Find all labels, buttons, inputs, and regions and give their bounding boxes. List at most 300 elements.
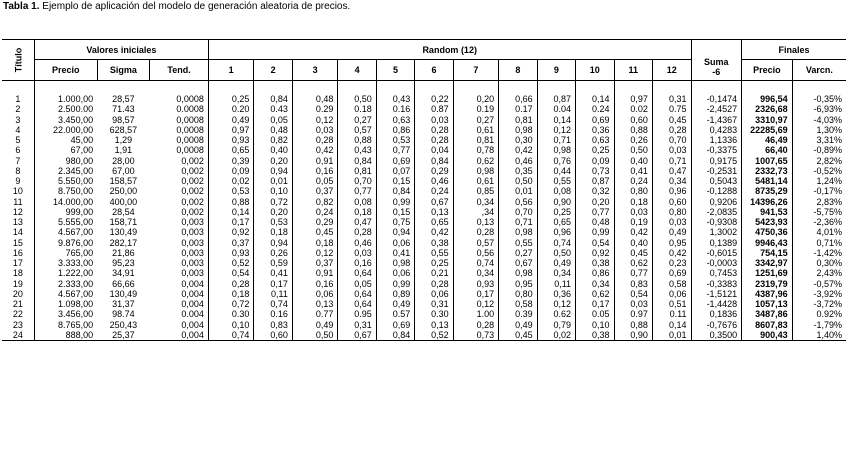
random-cell: 0,14	[652, 320, 691, 330]
random-cell: 0,93	[208, 135, 254, 145]
tend-cell: 0,003	[150, 238, 209, 248]
sigma-cell: 400,00	[109, 196, 138, 207]
random-cell: 0,10	[576, 320, 614, 330]
random-cell: 0,70	[652, 135, 691, 145]
titulo-cell: 11	[2, 197, 34, 207]
table-row	[2, 238, 846, 248]
random-cell: 0,84	[415, 156, 453, 166]
random-cell: 0,72	[254, 197, 292, 207]
random-cell: 0,82	[292, 197, 338, 207]
suma-cell: 0,7453	[691, 268, 742, 278]
precio-cell: 5.550,00	[58, 176, 94, 187]
random-cell: 0,08	[338, 197, 376, 207]
random-cell: 0,73	[453, 330, 499, 341]
precio-final-cell: 8607,83	[742, 320, 793, 330]
suma-cell: -0,1288	[691, 186, 742, 196]
random-cell: 0,77	[338, 186, 376, 196]
random-cell: 0,17	[576, 299, 614, 309]
random-cell: 0,49	[208, 115, 254, 125]
random-cell: 0,71	[652, 156, 691, 166]
table-row	[2, 135, 846, 145]
random-cell: 0,32	[576, 186, 614, 196]
precio-cell: 8.765,00	[58, 319, 94, 330]
random-cell: 0,27	[499, 248, 537, 258]
random-cell: 0,94	[254, 238, 292, 248]
header-random-col: 12	[652, 60, 691, 81]
header-random-col: 1	[208, 60, 254, 81]
random-cell: ,34	[453, 207, 499, 217]
sigma-cell: 21,86	[112, 247, 135, 258]
random-cell: 0,74	[453, 258, 499, 268]
random-cell: 0,17	[254, 279, 292, 289]
random-cell: 0,12	[292, 115, 338, 125]
suma-cell: 1,3002	[691, 227, 742, 237]
random-cell: 0.30	[415, 309, 453, 319]
random-cell: 0,69	[576, 115, 614, 125]
table-row	[2, 330, 846, 341]
table-row	[2, 227, 846, 237]
random-cell: 0,23	[652, 258, 691, 268]
header-tend: Tend.	[150, 60, 209, 81]
varcn-cell: -2,36%	[813, 217, 842, 228]
random-cell: 0,45	[652, 115, 691, 125]
random-cell: 0,85	[453, 186, 499, 196]
random-cell: 0,98	[499, 227, 537, 237]
random-cell: 0,05	[254, 115, 292, 125]
random-cell: 0,28	[415, 135, 453, 145]
table-row	[2, 145, 846, 155]
random-cell: 0,20	[254, 207, 292, 217]
random-cell: 0,19	[614, 217, 652, 227]
random-cell: 0,71	[537, 135, 575, 145]
random-cell: 0,63	[576, 135, 614, 145]
varcn-cell: -3,72%	[813, 299, 842, 310]
random-cell: 0,80	[499, 289, 537, 299]
precio-final-cell: 2319,79	[742, 279, 793, 289]
varcn-cell: 3,31%	[816, 135, 842, 146]
random-cell: 0,50	[537, 248, 575, 258]
random-cell: 0,18	[254, 227, 292, 237]
precio-final-cell: 9946,43	[742, 238, 793, 248]
random-cell: 0,37	[292, 258, 338, 268]
random-cell: 0.24	[576, 104, 614, 114]
tend-cell: 0,003	[150, 248, 209, 258]
random-cell: 0,69	[376, 156, 414, 166]
precio-final-cell: 1251,69	[742, 268, 793, 278]
random-cell: 0,06	[415, 289, 453, 299]
random-cell: 0,34	[453, 268, 499, 278]
random-cell: 0,40	[614, 238, 652, 248]
precio-cell: 8.750,00	[58, 186, 94, 197]
header-random-col: 10	[576, 60, 614, 81]
random-cell: 0,99	[376, 197, 414, 207]
varcn-cell: -0,57%	[813, 278, 842, 289]
random-cell: 0.20	[208, 104, 254, 114]
random-cell: 0,48	[254, 125, 292, 135]
random-cell: 0,90	[537, 197, 575, 207]
varcn-cell: 2,43%	[816, 268, 842, 279]
random-cell: 0,53	[376, 135, 414, 145]
table-row	[2, 279, 846, 289]
tend-cell: 0.0008	[150, 104, 209, 114]
precio-final-cell: 5481,14	[742, 176, 793, 186]
random-cell: 0,43	[338, 145, 376, 155]
random-cell: 0.05	[576, 309, 614, 319]
varcn-cell: 0,30%	[816, 258, 842, 269]
precio-final-cell: 3310,97	[742, 115, 793, 125]
titulo-cell: 13	[2, 217, 34, 227]
random-cell: 0,93	[453, 279, 499, 289]
random-cell: 0,48	[576, 217, 614, 227]
random-cell: 0,18	[208, 289, 254, 299]
table-header	[2, 40, 846, 81]
tend-cell: 0,0008	[150, 94, 209, 104]
random-cell: 0,45	[292, 227, 338, 237]
random-cell: 0,56	[499, 197, 537, 207]
random-cell: 0.17	[499, 104, 537, 114]
random-cell: 0,79	[537, 320, 575, 330]
random-cell: 0,14	[576, 94, 614, 104]
random-cell: 0,18	[614, 197, 652, 207]
suma-cell: -1,4367	[691, 115, 742, 125]
random-cell: 0,74	[537, 238, 575, 248]
random-cell: 0,01	[254, 176, 292, 186]
table-row	[2, 258, 846, 268]
random-cell: 0,21	[415, 268, 453, 278]
random-cell: 0,14	[208, 207, 254, 217]
random-cell: 0,57	[453, 238, 499, 248]
table-row	[2, 94, 846, 104]
table-row	[2, 176, 846, 186]
table-row	[2, 104, 846, 114]
random-cell: 0,18	[338, 207, 376, 217]
random-cell: 0,52	[415, 330, 453, 341]
random-cell: 0,02	[537, 330, 575, 341]
tend-cell: 0,004	[150, 289, 209, 299]
random-cell: 0,01	[652, 330, 691, 341]
random-cell: 0,67	[338, 330, 376, 341]
random-cell: 0,49	[652, 227, 691, 237]
random-cell: 0,04	[415, 145, 453, 155]
precio-cell: 9.876,00	[58, 237, 94, 248]
random-cell: 0,40	[614, 156, 652, 166]
random-cell: 0,66	[499, 94, 537, 104]
random-cell: 0,40	[254, 145, 292, 155]
random-cell: 0,74	[208, 330, 254, 341]
random-cell: 0,39	[208, 156, 254, 166]
random-cell: 0,41	[254, 268, 292, 278]
suma-cell: 1,1336	[691, 135, 742, 145]
table-row	[2, 197, 846, 207]
tend-cell: 0,004	[150, 279, 209, 289]
precio-cell: 999,00	[65, 206, 94, 217]
random-cell: 0.02	[614, 104, 652, 114]
random-cell: 0,95	[499, 279, 537, 289]
tend-cell: 0,002	[150, 176, 209, 186]
titulo-cell: 4	[2, 125, 34, 135]
titulo-cell: 1	[2, 94, 34, 104]
suma-cell: -0,1474	[691, 94, 742, 104]
random-cell: 0,28	[208, 279, 254, 289]
table-caption	[3, 1, 350, 12]
suma-cell: 0,9206	[691, 197, 742, 207]
precio-final-cell: 3342,97	[742, 258, 793, 268]
random-cell: 0,92	[576, 248, 614, 258]
random-cell: 0,02	[208, 176, 254, 186]
sigma-cell: 158,57	[109, 176, 138, 187]
random-cell: 0,15	[376, 207, 414, 217]
random-cell: 0,25	[415, 258, 453, 268]
random-cell: 0,49	[537, 258, 575, 268]
random-cell: 0,34	[453, 197, 499, 207]
table-body	[2, 81, 846, 341]
varcn-cell: -0,89%	[813, 145, 842, 156]
precio-cell: 1.000,00	[58, 94, 94, 105]
random-cell: 0,45	[499, 330, 537, 341]
precio-final-cell: 14396,26	[742, 197, 793, 207]
table-row	[2, 320, 846, 330]
random-cell: 0.57	[376, 309, 414, 319]
tend-cell: 0,002	[150, 197, 209, 207]
header-random-col: 9	[537, 60, 575, 81]
random-cell: 0,24	[292, 207, 338, 217]
suma-cell: -1,4428	[691, 299, 742, 309]
precio-cell: 3.450,00	[58, 114, 94, 125]
random-cell: 0,28	[415, 125, 453, 135]
varcn-cell: 1,30%	[816, 124, 842, 135]
random-cell: 0,88	[338, 135, 376, 145]
suma-cell: -1,5121	[691, 289, 742, 299]
precio-cell: 765,00	[65, 247, 94, 258]
header-finales: Finales	[742, 40, 846, 60]
random-cell: 0,31	[652, 94, 691, 104]
random-cell: 0,91	[292, 268, 338, 278]
random-cell: 0,06	[292, 289, 338, 299]
tend-cell: 0,002	[150, 186, 209, 196]
random-cell: 0,28	[415, 279, 453, 289]
random-cell: 0,46	[499, 156, 537, 166]
random-cell: 0,55	[537, 176, 575, 186]
varcn-cell: 2,82%	[816, 155, 842, 166]
random-cell: 0,42	[292, 145, 338, 155]
table-row	[2, 309, 846, 319]
precio-cell: 5.555,00	[58, 217, 94, 228]
precio-cell: 22.000,00	[53, 124, 94, 135]
header-random-col: 11	[614, 60, 652, 81]
random-cell: 0,95	[652, 238, 691, 248]
random-cell: 0,87	[537, 94, 575, 104]
sigma-cell: 250,00	[109, 186, 138, 197]
random-cell: 0,74	[254, 299, 292, 309]
titulo-cell: 16	[2, 248, 34, 258]
titulo-cell: 22	[2, 309, 34, 319]
precio-cell: 67,00	[70, 145, 94, 156]
suma-cell: 0,3500	[691, 330, 742, 341]
random-cell: 0,54	[576, 238, 614, 248]
random-cell: 0,07	[376, 166, 414, 176]
varcn-cell: 1,24%	[816, 176, 842, 187]
random-cell: 0,75	[376, 217, 414, 227]
random-cell: 0.04	[537, 104, 575, 114]
random-cell: 0,38	[576, 330, 614, 341]
random-cell: 0,14	[537, 115, 575, 125]
random-cell: 0.62	[537, 309, 575, 319]
random-cell: 0,76	[537, 156, 575, 166]
random-cell: 0,22	[415, 94, 453, 104]
random-cell: 0,31	[415, 299, 453, 309]
titulo-cell: 21	[2, 299, 34, 309]
tend-cell: 0,002	[150, 166, 209, 176]
random-cell: 0,70	[499, 207, 537, 217]
varcn-cell: -1,79%	[813, 319, 842, 330]
random-cell: 0,26	[254, 248, 292, 258]
random-cell: 1.00	[453, 309, 499, 319]
precio-final-cell: 1007,65	[742, 156, 793, 166]
random-cell: 0,41	[376, 248, 414, 258]
precio-final-cell: 3487,86	[742, 309, 793, 319]
random-cell: 0,28	[453, 227, 499, 237]
table-row	[2, 166, 846, 176]
varcn-cell: -5,75%	[813, 206, 842, 217]
sigma-cell: 98,57	[112, 114, 135, 125]
random-cell: 0,28	[292, 135, 338, 145]
header-titulo: Título	[2, 40, 34, 81]
tend-cell: 0,002	[150, 207, 209, 217]
random-cell: 0.43	[254, 104, 292, 114]
random-cell: 0,05	[292, 176, 338, 186]
random-cell: 0,47	[338, 217, 376, 227]
random-cell: 0,13	[292, 299, 338, 309]
sigma-cell: 71.43	[112, 104, 135, 115]
precio-final-cell: 8735,29	[742, 186, 793, 196]
random-cell: 0.16	[254, 309, 292, 319]
random-cell: 0,64	[338, 289, 376, 299]
random-cell: 0,67	[415, 197, 453, 207]
random-cell: 0,34	[537, 268, 575, 278]
suma-cell: -2,4527	[691, 104, 742, 114]
random-cell: 0,03	[292, 125, 338, 135]
random-cell: 0,17	[453, 289, 499, 299]
precio-cell: 3.333,00	[58, 258, 94, 269]
random-cell: 0,25	[576, 145, 614, 155]
random-cell: 0,67	[499, 258, 537, 268]
random-cell: 0,98	[376, 258, 414, 268]
titulo-cell: 18	[2, 268, 34, 278]
random-cell: 0,83	[614, 279, 652, 289]
tend-cell: 0.004	[150, 309, 209, 319]
random-cell: 0,94	[376, 227, 414, 237]
random-cell: 0,98	[499, 125, 537, 135]
suma-cell: -0,6015	[691, 248, 742, 258]
random-cell: 0,25	[208, 94, 254, 104]
sigma-cell: 34,91	[112, 268, 135, 279]
random-cell: 0,10	[208, 320, 254, 330]
precio-cell: 2.500.00	[58, 104, 94, 115]
precio-final-cell: 1057,13	[742, 299, 793, 309]
random-cell: 0,25	[537, 207, 575, 217]
random-cell: 0,43	[376, 94, 414, 104]
random-cell: 0,20	[453, 94, 499, 104]
random-cell: 0,50	[292, 330, 338, 341]
header-precio-final: Precio	[742, 60, 793, 81]
random-cell: 0,73	[576, 166, 614, 176]
spacer-row	[2, 81, 846, 95]
random-cell: 0,77	[576, 207, 614, 217]
random-cell: 0,28	[652, 125, 691, 135]
tend-cell: 0,004	[150, 320, 209, 330]
caption-text: Ejemplo de aplicación del modelo de generación aleatoria de precios.	[42, 1, 351, 12]
random-cell: 0,49	[376, 299, 414, 309]
precio-final-cell: 900,43	[742, 330, 793, 341]
random-cell: 0,11	[254, 289, 292, 299]
random-cell: 0,16	[292, 279, 338, 289]
random-cell: 0,54	[208, 268, 254, 278]
random-cell: 0,61	[453, 176, 499, 186]
random-cell: 0,90	[614, 330, 652, 341]
random-cell: 0,37	[208, 238, 254, 248]
random-cell: 0.29	[292, 104, 338, 114]
random-cell: 0,60	[254, 330, 292, 341]
random-cell: 0.77	[292, 309, 338, 319]
precio-cell: 3.456,00	[58, 309, 94, 320]
precio-final-cell: 996,54	[742, 94, 793, 104]
precio-final-cell: 4750,36	[742, 227, 793, 237]
random-cell: 0,27	[338, 115, 376, 125]
suma-cell: 0,4283	[691, 125, 742, 135]
random-cell: 0,96	[537, 227, 575, 237]
random-cell: 0,34	[652, 176, 691, 186]
precio-final-cell: 2326,68	[742, 104, 793, 114]
random-cell: 0,55	[415, 248, 453, 258]
random-cell: 0,05	[338, 279, 376, 289]
varcn-cell: -4,03%	[813, 114, 842, 125]
varcn-cell: 4,01%	[816, 227, 842, 238]
varcn-cell: -0,52%	[813, 165, 842, 176]
random-cell: 0,03	[614, 207, 652, 217]
precio-cell: 45,00	[70, 135, 94, 146]
random-cell: 0,57	[338, 125, 376, 135]
sigma-cell: 95,23	[112, 258, 135, 269]
random-cell: 0,62	[453, 156, 499, 166]
suma-cell: -2,0835	[691, 207, 742, 217]
table-row	[2, 268, 846, 278]
random-cell: 0,65	[537, 217, 575, 227]
random-cell: 0,45	[614, 248, 652, 258]
random-cell: 0,28	[338, 227, 376, 237]
random-cell: 0,15	[376, 176, 414, 186]
sigma-cell: 25,37	[97, 330, 150, 341]
sigma-cell: 67,00	[112, 165, 135, 176]
random-cell: 0,60	[652, 197, 691, 207]
random-cell: 0,53	[254, 217, 292, 227]
random-cell: 0,84	[338, 156, 376, 166]
random-cell: 0,51	[652, 299, 691, 309]
random-cell: 0,84	[254, 94, 292, 104]
random-cell: 0,30	[499, 135, 537, 145]
random-cell: 0.11	[652, 309, 691, 319]
random-cell: 0.39	[499, 309, 537, 319]
random-cell: 0,88	[614, 320, 652, 330]
titulo-cell: 9	[2, 176, 34, 186]
table-row	[2, 289, 846, 299]
random-cell: 0,46	[415, 176, 453, 186]
random-cell: 0,81	[453, 135, 499, 145]
random-cell: 0,03	[652, 145, 691, 155]
header-random-col: 6	[415, 60, 453, 81]
random-cell: 0,98	[537, 145, 575, 155]
random-cell: 0,61	[453, 125, 499, 135]
random-cell: 0,77	[614, 268, 652, 278]
